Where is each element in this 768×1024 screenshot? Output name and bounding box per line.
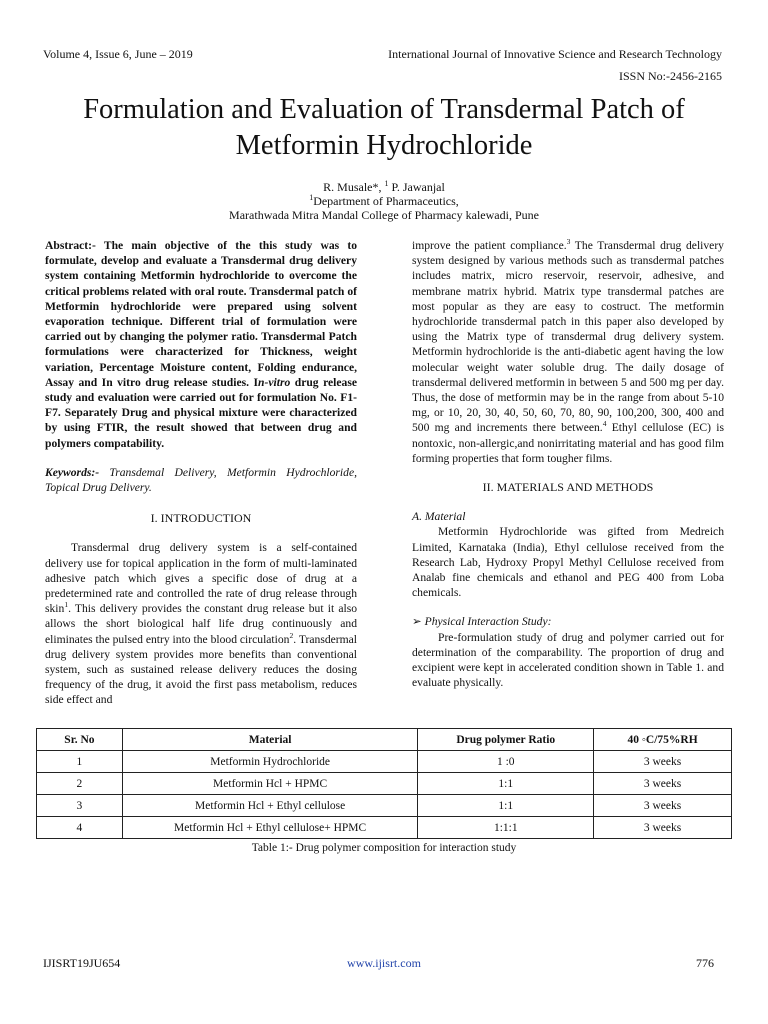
keywords-text: Transdemal Delivery, Metformin Hydrochloride, Topical Drug Delivery. bbox=[45, 465, 357, 495]
right-text-3: Ethyl cellulose (EC) is nontoxic, non-allergic,and nonirritating material and has good film forming properties that form tougher films. bbox=[412, 421, 724, 465]
intro-text-3: . Transdermal drug delivery system provides more benefits than conventional system, such as sustained release delivery reduces the dosing frequency of the drug, it avoid the first pass metabolism, reduces side effect and bbox=[45, 632, 358, 707]
table-cell: 1 :0 bbox=[418, 751, 594, 773]
right-column bbox=[412, 238, 724, 690]
abstract-italic: n-vitro bbox=[258, 375, 291, 389]
table-header-cell: 40 ◦C/75%RH bbox=[594, 729, 732, 751]
subheading-physical-interaction-text: Physical Interaction Study: bbox=[421, 615, 552, 629]
table-cell: 1:1:1 bbox=[418, 817, 594, 839]
intro-text-1: Transdermal drug delivery system is a self-contained delivery use for topical application in the form of multi-laminated adhesive patch which gives a specific dose of drug at a predetermined rate and controlled the rate of drug release through skin bbox=[45, 541, 357, 616]
citation-3: 3 bbox=[566, 237, 571, 247]
interaction-paragraph: Pre-formulation study of drug and polymer carried out for determination of the comparability. The proportion of drug and excipient were kept in accelerated condition shown in Table 1. and evaluate physically. bbox=[412, 630, 724, 690]
abstract bbox=[45, 238, 357, 451]
table-caption: Table 1:- Drug polymer composition for interaction study bbox=[251, 842, 517, 854]
table-cell: 3 weeks bbox=[594, 773, 732, 795]
table-row bbox=[37, 817, 732, 839]
table-header-row bbox=[37, 729, 732, 751]
title-line-2: Metformin Hydrochloride bbox=[235, 130, 533, 161]
table-header-cell: Sr. No bbox=[37, 729, 123, 751]
page-number: 776 bbox=[696, 956, 714, 970]
title-line-1: Formulation and Evaluation of Transdermal Patch of bbox=[83, 94, 685, 125]
table-cell: 1:1 bbox=[418, 773, 594, 795]
issn: ISSN No:-2456-2165 bbox=[618, 69, 722, 83]
table-header-cell: Material bbox=[122, 729, 418, 751]
author-1: R. Musale*, bbox=[323, 180, 385, 194]
college: Marathwada Mitra Mandal College of Pharmacy kalewadi, Pune bbox=[229, 208, 539, 222]
table-cell: 3 weeks bbox=[594, 795, 732, 817]
author-2: P. Jawanjal bbox=[388, 180, 445, 194]
table-cell: 1 bbox=[37, 751, 123, 773]
interaction-table bbox=[36, 728, 732, 839]
intro-continued bbox=[412, 238, 724, 466]
arrow-icon: ➢ bbox=[412, 615, 422, 629]
intro-paragraph bbox=[45, 540, 357, 707]
affiliation-marker: 1 bbox=[384, 179, 389, 188]
table-cell: 3 weeks bbox=[594, 817, 732, 839]
subheading-material: A. Material bbox=[412, 510, 466, 524]
intro-text-2: . This delivery provides the constant drug release but it also allows the short biological half life drug continuously and eliminates the pulsed entry into the blood circulation bbox=[45, 602, 357, 646]
abstract-text-2: drug release study and evaluation were carried out for formulation No. F1-F7. Separately Drug and physical mixture were characterized by using FTIR, the result showed that between drug and polymers compatability. bbox=[45, 375, 358, 450]
right-text-2: The Transdermal drug delivery system designed by various methods such as transdermal patches includes matrix, micro reservoir, reservoir, adhesive, and membrane matrix hybrid. Matrix type transdermal patches are most popular as they are easy to costruct. The metformin hydrochloride transdermal patch in this paper also developed by using the Matrix type of transdermal drug delivery system. Metformin hydrochloride is the anti-diabetic agent having the low molecular weight water soluble drug. The daily dosage of transdermal delivered metformin in between 5 and 500 mg per day. Thus, the dose of metformin may be in the range from about 5-10 mg, or 10, 20, 30, 40, 50, 60, 70, 80, 90, 100,200, 300, 400 and 500 mg and increments there between. bbox=[412, 239, 724, 435]
table-cell: Metformin Hydrochloride bbox=[122, 751, 418, 773]
paper-id: IJISRT19JU654 bbox=[43, 956, 121, 970]
author-names bbox=[0, 180, 768, 194]
table-cell: 2 bbox=[37, 773, 123, 795]
department bbox=[0, 194, 768, 208]
table-row bbox=[37, 751, 732, 773]
table-cell: 3 weeks bbox=[594, 751, 732, 773]
table-cell: Metformin Hcl + Ethyl cellulose+ HPMC bbox=[122, 817, 418, 839]
section-heading-materials: II. MATERIALS AND METHODS bbox=[482, 480, 654, 495]
table-cell: 1:1 bbox=[418, 795, 594, 817]
citation-2: 2 bbox=[289, 630, 294, 640]
table-cell: Metformin Hcl + Ethyl cellulose bbox=[122, 795, 418, 817]
right-text-1: improve the patient compliance. bbox=[412, 239, 567, 252]
department-text: Department of Pharmaceutics, bbox=[313, 194, 459, 208]
material-paragraph: Metformin Hydrochloride was gifted from Medreich Limited, Karnataka (India), Ethyl cellulose received from the Research Lab, Hydroxy Propyl Methyl Cellulose received from Analab fine chemicals and ethanol and PEG 400 from Loba chemicals. bbox=[412, 525, 724, 600]
citation-4: 4 bbox=[602, 419, 607, 429]
journal-volume: Volume 4, Issue 6, June – 2019 bbox=[43, 47, 193, 61]
department-marker: 1 bbox=[309, 193, 314, 202]
table-cell: 4 bbox=[37, 817, 123, 839]
subheading-physical-interaction bbox=[412, 614, 724, 629]
left-column bbox=[45, 238, 357, 708]
journal-website-link[interactable]: www.ijisrt.com bbox=[347, 956, 421, 970]
table-cell: 3 bbox=[37, 795, 123, 817]
abstract-text: Abstract:- The main objective of the this study was to formulate, develop and evaluate a Transdermal drug delivery system containing Metformin hydrochloride to overcome the critical problems related with oral route. Transdermal patch of Metformin hydrochloride were prepared using solvent evaporation technique. Different trial of formulation were carried out by changing the polymer ratio. Transdermal Patch formulations were characterized for Thickness, weight variation, Percentage Moisture content, Folding endurance, Assay and In vitro drug release studies. I bbox=[45, 239, 357, 389]
citation-1: 1 bbox=[64, 600, 69, 610]
keywords bbox=[45, 465, 357, 495]
table-cell: Metformin Hcl + HPMC bbox=[122, 773, 418, 795]
author-block bbox=[0, 180, 768, 222]
section-heading-introduction: I. INTRODUCTION bbox=[150, 511, 252, 526]
paper-title bbox=[0, 92, 768, 164]
table-row bbox=[37, 795, 732, 817]
keywords-label: Keywords:- bbox=[45, 465, 100, 479]
journal-name: International Journal of Innovative Science and Research Technology bbox=[388, 47, 722, 61]
table-header-cell: Drug polymer Ratio bbox=[418, 729, 594, 751]
table-row bbox=[37, 773, 732, 795]
